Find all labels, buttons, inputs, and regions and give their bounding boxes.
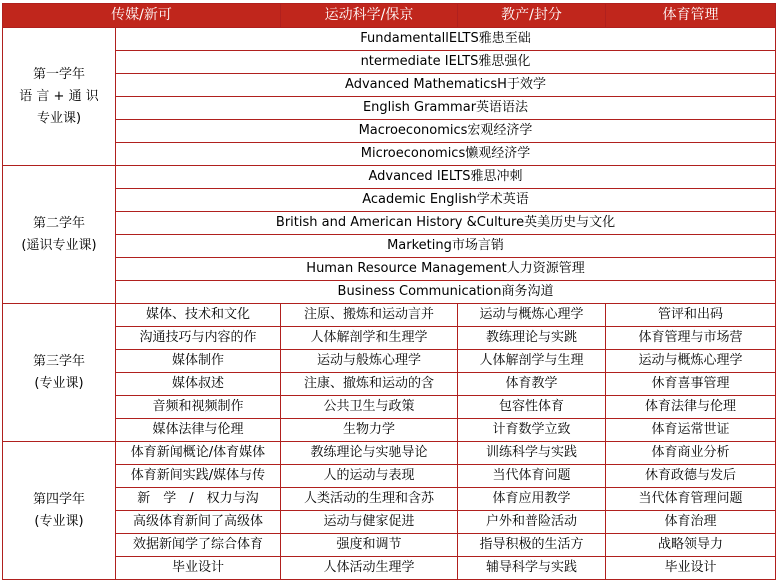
table-row [3, 488, 776, 511]
table-row [3, 51, 776, 74]
year1-label: 第一学年 语 言 + 通 识 专业课) [3, 28, 116, 166]
header-education: 教产/封分 [458, 4, 606, 28]
table-row [3, 373, 776, 396]
year4-media-course: 体育新间实践/媒体与传 [116, 465, 281, 488]
year4-label: 第四学年 (专业课) [3, 442, 116, 580]
year4-media-course: 新 学 / 权力与沟 [116, 488, 281, 511]
year4-education-course: 辅导科学与实践 [458, 557, 606, 580]
year3-management-course: 休育喜事管理 [606, 373, 776, 396]
table-row [3, 419, 776, 442]
year3-sport-science-course: 运动与般炼心理学 [281, 350, 458, 373]
header-media-news: 传媒/新可 [3, 4, 281, 28]
year1-course: English Grammar英语语法 [116, 97, 776, 120]
year4-management-course: 体育商业分析 [606, 442, 776, 465]
year3-management-course: 体育管理与市场营 [606, 327, 776, 350]
year3-management-course: 体育法律与伦理 [606, 396, 776, 419]
year4-education-course: 户外和普险活动 [458, 511, 606, 534]
table-row [3, 97, 776, 120]
year2-course: Human Resource Management人力资源管理 [116, 258, 776, 281]
year4-media-course: 高级体育新间了高级体 [116, 511, 281, 534]
year4-media-course: 效据新闻学了综合体育 [116, 534, 281, 557]
year3-media-course: 沟通技巧与内容的作 [116, 327, 281, 350]
table-row [3, 258, 776, 281]
curriculum-table [2, 3, 776, 580]
year4-education-course: 训练科学与实践 [458, 442, 606, 465]
year4-management-course: 毕业设计 [606, 557, 776, 580]
year1-course: Microeconomics懒观经济学 [116, 143, 776, 166]
year3-education-course: 运动与概炼心理学 [458, 304, 606, 327]
year4-sport-science-course: 人体活动生理学 [281, 557, 458, 580]
year4-media-course: 毕业设计 [116, 557, 281, 580]
year3-education-course: 人体解剖学与生理 [458, 350, 606, 373]
year4-education-course: 体育应用教学 [458, 488, 606, 511]
year4-sport-science-course: 强度和调节 [281, 534, 458, 557]
year3-sport-science-course: 注原、搬炼和运动言并 [281, 304, 458, 327]
table-row [3, 189, 776, 212]
year1-course: ntermediate IELTS雅思强化 [116, 51, 776, 74]
table-row [3, 28, 776, 51]
year2-course: British and American History &Culture英美历史与文化 [116, 212, 776, 235]
table-row [3, 396, 776, 419]
table-row [3, 235, 776, 258]
table-row [3, 534, 776, 557]
year2-course: Marketing市场言销 [116, 235, 776, 258]
year3-management-course: 体育运常世证 [606, 419, 776, 442]
year3-media-course: 媒体制作 [116, 350, 281, 373]
year4-sport-science-course: 运动与健家促进 [281, 511, 458, 534]
year4-education-course: 当代体育问题 [458, 465, 606, 488]
year3-education-course: 教练理论与实跳 [458, 327, 606, 350]
year4-sport-science-course: 教练理论与实驰导论 [281, 442, 458, 465]
table-row [3, 281, 776, 304]
year4-education-course: 指导积极的生活方 [458, 534, 606, 557]
year3-education-course: 体育教学 [458, 373, 606, 396]
year3-media-course: 媒体、技术和文化 [116, 304, 281, 327]
table-row [3, 465, 776, 488]
table-row [3, 212, 776, 235]
year1-course: FundamentallELTS雅患至础 [116, 28, 776, 51]
year3-media-course: 媒体叔述 [116, 373, 281, 396]
table-row [3, 143, 776, 166]
year3-education-course: 包容性体育 [458, 396, 606, 419]
table-row [3, 350, 776, 373]
year3-sport-science-course: 人体解剖学和生理学 [281, 327, 458, 350]
year2-course: Academic English学术英语 [116, 189, 776, 212]
year3-label: 第三学年 (专业课) [3, 304, 116, 442]
year1-course: Advanced MathematicsH于效学 [116, 74, 776, 97]
year2-course: Advanced IELTS雅思冲刺 [116, 166, 776, 189]
year3-sport-science-course: 注康、撤炼和运动的含 [281, 373, 458, 396]
table-row [3, 304, 776, 327]
year2-label: 第二学年 (遥识专业课) [3, 166, 116, 304]
table-row [3, 327, 776, 350]
year4-management-course: 体育治理 [606, 511, 776, 534]
year3-media-course: 音频和视频制作 [116, 396, 281, 419]
year4-management-course: 当代体育管理问题 [606, 488, 776, 511]
year3-management-course: 运动与概炼心理学 [606, 350, 776, 373]
table-row [3, 74, 776, 97]
header-row [3, 4, 776, 28]
header-sport-management: 体育管理 [606, 4, 776, 28]
table-row [3, 442, 776, 465]
year4-sport-science-course: 人的运动与表现 [281, 465, 458, 488]
table-row [3, 557, 776, 580]
year4-media-course: 体育新闻概论/体育媒体 [116, 442, 281, 465]
year3-sport-science-course: 生物力学 [281, 419, 458, 442]
year3-media-course: 媒体法律与伦理 [116, 419, 281, 442]
year1-course: Macroeconomics宏观经济学 [116, 120, 776, 143]
year3-education-course: 计育数学立致 [458, 419, 606, 442]
table-row [3, 166, 776, 189]
year3-sport-science-course: 公共卫生与政策 [281, 396, 458, 419]
table-row [3, 511, 776, 534]
year4-sport-science-course: 人类活动的生理和含苏 [281, 488, 458, 511]
year4-management-course: 休育政德与发后 [606, 465, 776, 488]
year4-management-course: 战略领导力 [606, 534, 776, 557]
year2-course: Business Communication商务沟道 [116, 281, 776, 304]
header-sport-science: 运动科学/保京 [281, 4, 458, 28]
year3-management-course: 管评和出码 [606, 304, 776, 327]
table-row [3, 120, 776, 143]
